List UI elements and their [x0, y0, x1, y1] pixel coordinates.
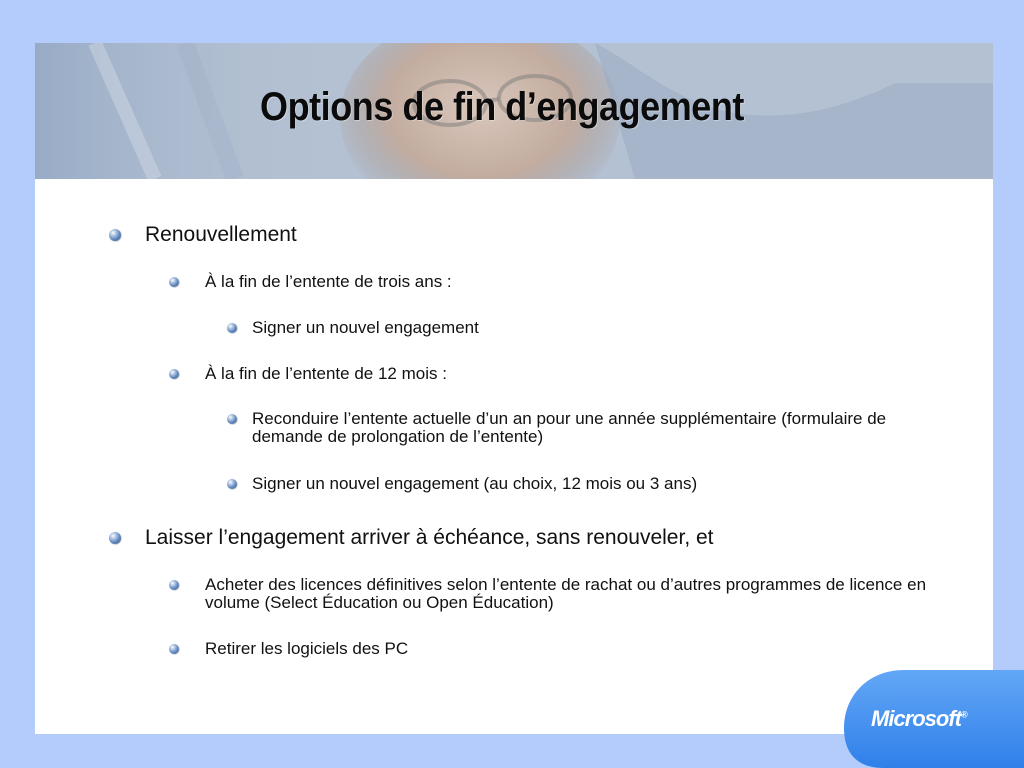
bullet-text: Acheter des licences définitives selon l’entente de rachat ou d’autres programmes de licence en volume (Select Éducation ou Open Éducation) [205, 575, 927, 612]
bullet-icon [227, 479, 237, 489]
bullet-icon [169, 277, 179, 287]
slide-title: Options de fin d’engagement [260, 85, 744, 129]
bullet-text: Reconduire l’entente actuelle d’un an pour une année supplémentaire (formulaire de demande de prolongation de l’entente) [252, 409, 887, 446]
bullet-icon [227, 323, 237, 333]
bullet-icon [109, 229, 121, 241]
bullet-icon [169, 644, 179, 654]
bullet-item [169, 576, 969, 612]
bullet-text: Renouvellement [145, 223, 297, 246]
bullet-item [169, 365, 959, 383]
bullet-icon [169, 580, 179, 590]
bullet-icon [109, 532, 121, 544]
bullet-item [227, 410, 917, 446]
bullet-icon [227, 414, 237, 424]
bullet-item [169, 273, 959, 291]
header-banner [35, 43, 993, 179]
bullet-text: Laisser l’engagement arriver à échéance, sans renouveler, et [145, 526, 714, 549]
bullet-text: À la fin de l’entente de trois ans : [205, 272, 452, 291]
bullet-icon [169, 369, 179, 379]
slide [35, 43, 993, 734]
bullet-item [169, 640, 959, 658]
bullet-text: Retirer les logiciels des PC [205, 639, 409, 658]
bullet-text: Signer un nouvel engagement (au choix, 12 mois ou 3 ans) [252, 474, 698, 493]
logo-text: Microsoft® [871, 706, 967, 731]
bullet-text: À la fin de l’entente de 12 mois : [205, 364, 447, 383]
bullet-item [227, 475, 957, 493]
bullet-text: Signer un nouvel engagement [252, 318, 479, 337]
bullet-item [109, 527, 959, 549]
bullet-item [227, 319, 957, 337]
bullet-item [109, 224, 959, 246]
microsoft-logo [844, 670, 1024, 768]
